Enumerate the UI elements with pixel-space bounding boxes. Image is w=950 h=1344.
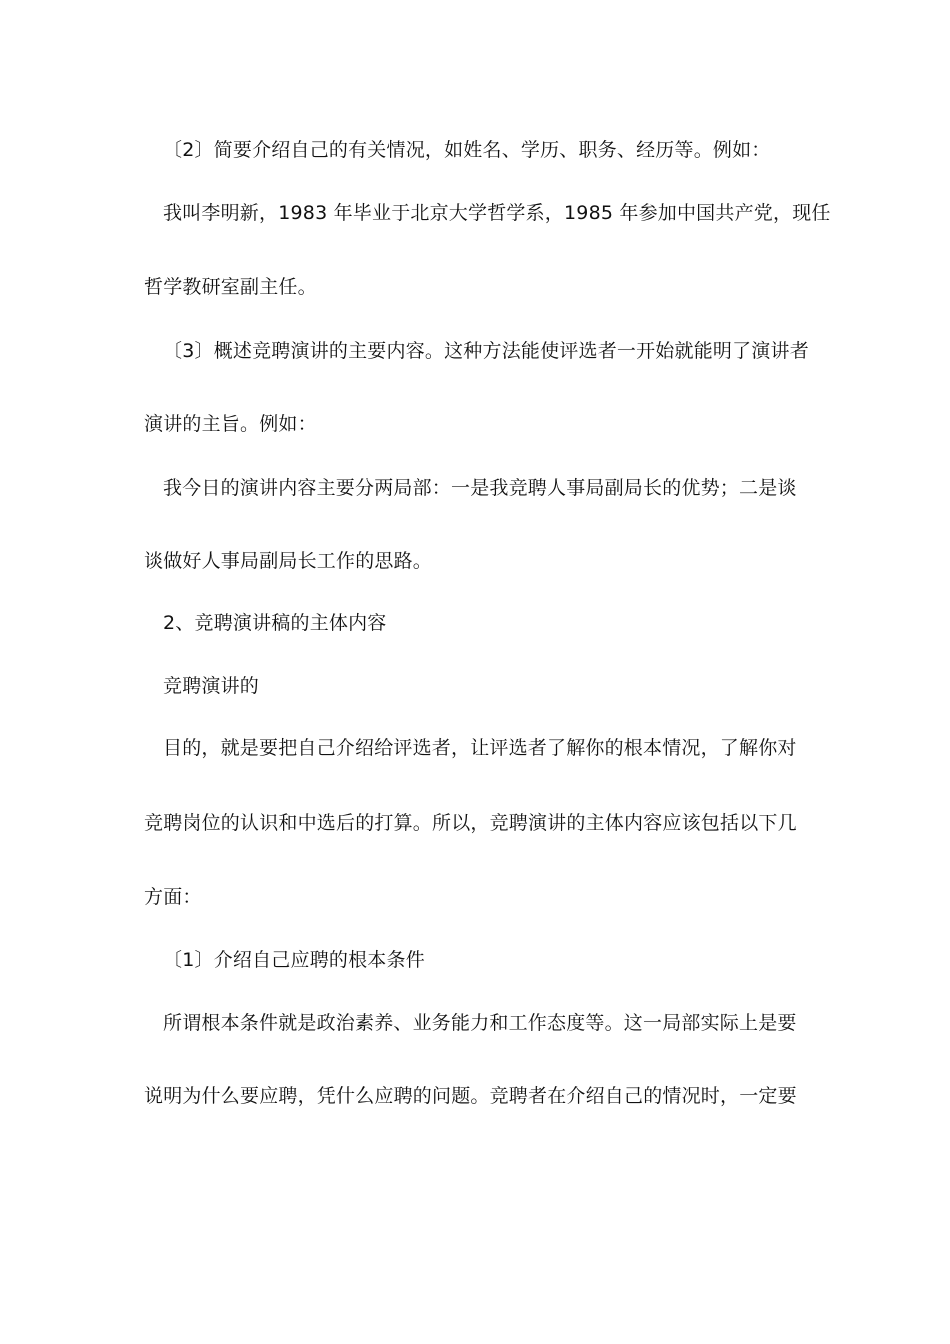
paragraph-line: 〔3〕概述竞聘演讲的主要内容。这种方法能使评选者一开始就能明了演讲者 xyxy=(163,340,809,362)
paragraph-line: 方面： xyxy=(144,886,202,908)
section-heading: 2、竞聘演讲稿的主体内容 xyxy=(163,612,387,634)
paragraph-line: 所谓根本条件就是政治素养、业务能力和工作态度等。这一局部实际上是要 xyxy=(163,1012,797,1034)
paragraph-line: 我今日的演讲内容主要分两局部：一是我竞聘人事局副局长的优势；二是谈 xyxy=(163,477,797,499)
paragraph-line: 目的，就是要把自己介绍给评选者，让评选者了解你的根本情况，了解你对 xyxy=(163,737,797,759)
paragraph-line: 演讲的主旨。例如： xyxy=(144,413,317,435)
paragraph-line: 哲学教研室副主任。 xyxy=(144,276,317,298)
paragraph-line: 说明为什么要应聘，凭什么应聘的问题。竞聘者在介绍自己的情况时，一定要 xyxy=(144,1085,797,1107)
paragraph-line: 〔2〕简要介绍自己的有关情况，如姓名、学历、职务、经历等。例如： xyxy=(163,139,771,161)
subsection-heading: 〔1〕介绍自己应聘的根本条件 xyxy=(163,949,425,971)
paragraph-line: 我叫李明新，1983 年毕业于北京大学哲学系，1985 年参加中国共产党，现任 xyxy=(163,202,831,224)
paragraph-line: 谈做好人事局副局长工作的思路。 xyxy=(144,550,433,572)
paragraph-line: 竞聘岗位的认识和中选后的打算。所以，竞聘演讲的主体内容应该包括以下几 xyxy=(144,812,797,834)
paragraph-line: 竞聘演讲的 xyxy=(163,675,260,697)
